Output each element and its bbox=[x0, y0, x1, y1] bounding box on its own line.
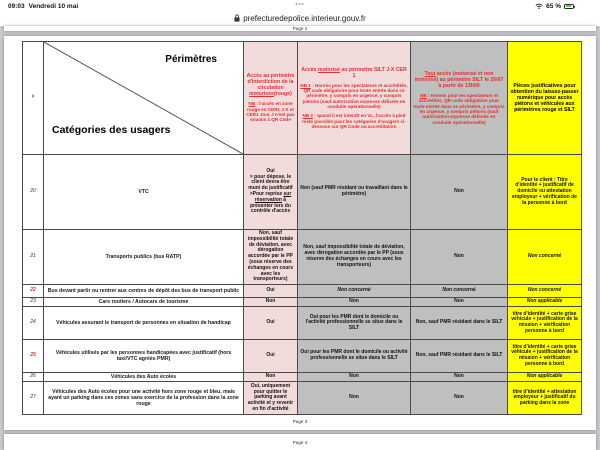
more-indicator-icon[interactable]: ••• bbox=[295, 2, 305, 8]
data-cell-col3: Non bbox=[411, 155, 508, 230]
data-cell-col3: Non concerné bbox=[411, 285, 508, 298]
data-cell-col3: Non, sauf PMR résidant dans le SILT bbox=[411, 307, 508, 340]
category-cell: Véhicules utilisés par les personnes handicapées avec justificatif (hors taxi/VTC agréés PMR) bbox=[44, 340, 244, 373]
data-cell-col1: Non bbox=[244, 298, 298, 307]
text-segment: circulation bbox=[257, 85, 284, 92]
data-cell-col2: Non bbox=[298, 382, 411, 415]
row-number-cell: 20 bbox=[23, 155, 44, 230]
header-paragraph bbox=[510, 83, 579, 113]
table-row bbox=[23, 340, 582, 373]
data-cell-col1: Oui bbox=[244, 340, 298, 373]
url-text: prefecturedepolice.interieur.gouv.fr bbox=[243, 13, 366, 23]
table-row bbox=[23, 298, 582, 307]
header-paragraph bbox=[300, 67, 408, 79]
row-number-cell: 27 bbox=[23, 382, 44, 415]
clock-date: Vendredi 10 mai bbox=[28, 2, 79, 10]
battery-icon bbox=[564, 4, 574, 9]
text-segment: motorisée bbox=[249, 91, 274, 98]
diagonal-corner-cell bbox=[44, 42, 244, 155]
data-cell-col4: titre d'identité + carte grise véhicule + justification de la mission + vérification personne à bord bbox=[508, 340, 582, 373]
text-segment: > pour dépose, le client devra être muni du justificatif bbox=[248, 173, 293, 192]
header-paragraph bbox=[413, 93, 505, 125]
data-cell-col4: Non concerné bbox=[508, 230, 582, 285]
data-cell-col1: Oui bbox=[244, 307, 298, 340]
battery-percent: 65 % bbox=[546, 2, 561, 10]
category-cell: Bus devant partir ou rentrer aux centres de dépôt des bus de transport public bbox=[44, 285, 244, 298]
pdf-page-3 bbox=[4, 36, 596, 430]
text-segment: Pièces justificatives pour obtention du laissez-passer numérique pour accès piétons et véhicules aux périmètres rouge et SILT bbox=[510, 82, 579, 114]
data-cell-col4: Non applicable bbox=[508, 298, 582, 307]
category-cell: Véhicules des Auto écoles pour une activité hors zone rouge et bleu, mais ayant un parking dans ces zones sans exercice de la profession dans la zone rouge bbox=[44, 382, 244, 415]
page-2-footer: Page 2 bbox=[292, 26, 308, 31]
data-cell-col1: Non bbox=[244, 373, 298, 382]
header-paragraph bbox=[246, 73, 295, 97]
page-4-label: Page 4 bbox=[292, 440, 308, 445]
column-header-acces-zone-rouge bbox=[244, 42, 298, 155]
text-segment: : l'accès en zone rouge en CER1 J-X et CER1 Jour J n'est pas soumis à QR Code bbox=[246, 101, 295, 123]
data-cell-col3: Non, sauf PMR résidant dans le SILT bbox=[411, 340, 508, 373]
data-cell-col2: Non concerné bbox=[298, 285, 411, 298]
data-cell-col4: Non concerné bbox=[508, 285, 582, 298]
header-paragraph bbox=[300, 83, 408, 110]
text-segment: NB 2 bbox=[302, 113, 313, 119]
data-cell-col2: Oui pour les PMR dont le domicile ou l'activité professionnelle se situe dans le SILT bbox=[298, 307, 411, 340]
pdf-scroll-area[interactable] bbox=[0, 26, 600, 450]
text-segment: : quand il est interdit en VL, l'accès à pied reste possible pour les catégories d'usagers ci-dessous sur QR Code ou accréditation bbox=[302, 113, 406, 130]
data-cell-col2: Non bbox=[298, 298, 411, 307]
corner-top-label: Périmètres bbox=[165, 54, 217, 65]
header-paragraph bbox=[413, 71, 505, 89]
data-cell-col4: titre d'identité + attestation employeur + justificatif du parking dans la zone bbox=[508, 382, 582, 415]
data-cell-col1: Non, sauf impossibilité totale de déviation, avec dérogation accordée par le PP (sous réserve des échanges en cours avec les transporteurs) bbox=[244, 230, 298, 285]
column-header-acces-motorise-silt bbox=[298, 42, 411, 155]
pdf-page-2-sliver bbox=[4, 26, 596, 31]
text-segment: Accès au périmètre bbox=[246, 73, 295, 80]
data-cell-col4: Non applicable bbox=[508, 373, 582, 382]
header-paragraph bbox=[246, 101, 295, 122]
data-cell-col2: Non bbox=[298, 373, 411, 382]
text-segment: : Hormis pour les spectateurs et accrédités, QR code obligatoire pour toute entrée dans ce périmètre, y compris en urgence, y compris piétons (sauf autorisation expresse délivrée en conduite opérationnelle) bbox=[413, 93, 505, 125]
category-cell: Transports publics (bus RATP) bbox=[44, 230, 244, 285]
data-cell-col4: titre d'identité + carte grise véhicule + justification de la mission + vérification personne à bord bbox=[508, 307, 582, 340]
battery-fill bbox=[566, 5, 571, 7]
text-segment: sur réservation bbox=[254, 191, 292, 203]
text-segment: Tout bbox=[424, 70, 436, 77]
address-bar[interactable] bbox=[0, 10, 600, 26]
category-cell: Véhicules assurant le transport de personnes en situation de handicap bbox=[44, 307, 244, 340]
table-row bbox=[23, 230, 582, 285]
row-number-cell: 25 bbox=[23, 340, 44, 373]
row-number-cell: 21 bbox=[23, 230, 44, 285]
corner-bottom-label: Catégories des usagers bbox=[52, 123, 171, 136]
data-cell-col2: Non (sauf PMR résidant ou travaillant dans le périmètre) bbox=[298, 155, 411, 230]
data-cell-col3: Non bbox=[411, 382, 508, 415]
column-header-pieces-justificatives bbox=[508, 42, 582, 155]
header-row bbox=[23, 42, 582, 155]
data-cell-col1: Oui, uniquement pour quitter le parking avant activité et y revenir en fin d'activité bbox=[244, 382, 298, 415]
text-segment: (rouge) bbox=[273, 91, 292, 98]
text-segment: >Pour reprise bbox=[249, 191, 284, 197]
table-row bbox=[23, 155, 582, 230]
table-row bbox=[23, 307, 582, 340]
column-header-tout-acces-silt bbox=[411, 42, 508, 155]
data-cell-col3: Non bbox=[411, 373, 508, 382]
row-number-cell: 23 bbox=[23, 298, 44, 307]
text-segment: d'interdiction de la bbox=[247, 79, 294, 86]
data-cell-col4: Pour le client : Titre d'identité + justificatif de domicile ou attestation employeur + vérification de la personne à bord bbox=[508, 155, 582, 230]
lock-icon bbox=[234, 14, 240, 22]
category-cell: VTC bbox=[44, 155, 244, 230]
row-number-cell: 26 bbox=[23, 373, 44, 382]
hash-header-cell: # bbox=[23, 42, 44, 155]
data-cell-col2: Non, sauf impossibilité totale de déviation, avec dérogation accordée par le PP (sous réserve des échanges en cours avec les transporteurs) bbox=[298, 230, 411, 285]
page-3-footer: Page 3 bbox=[292, 419, 308, 424]
row-number-cell: 24 bbox=[23, 307, 44, 340]
text-segment: accès (motorisé et non motorisé) au périmètre SILT le 26/07 à partir de 13h00 bbox=[414, 70, 504, 90]
text-segment: au périmètre SILT J-X CER 1 bbox=[339, 66, 407, 79]
text-segment: NB bbox=[419, 93, 427, 99]
status-left bbox=[8, 3, 78, 10]
text-segment: Accès bbox=[301, 66, 319, 73]
clock-time: 09:03 bbox=[8, 2, 25, 10]
data-cell-col3: Non bbox=[411, 298, 508, 307]
top-chrome bbox=[0, 0, 600, 26]
text-segment: NB 1 bbox=[300, 82, 311, 88]
data-cell-col3: Non bbox=[411, 230, 508, 285]
data-cell-col1: Oui bbox=[244, 285, 298, 298]
table-row bbox=[23, 285, 582, 298]
data-cell-col1 bbox=[244, 155, 298, 230]
perimeter-table bbox=[22, 41, 582, 415]
category-cell: Véhicules des Auto écoles bbox=[44, 373, 244, 382]
text-segment: NB bbox=[248, 101, 256, 107]
text-segment: : Hormis pour les spectateurs et accrédités, QR code obligatoire pour toute entrée dans ce périmètre, y compris en urgence, y compris piétons (sauf autorisation expresse délivrée en conduite opérationnelle) bbox=[302, 82, 408, 110]
data-cell-col2: Oui pour les PMR dont le domicile ou activité professionnelle se situe dans le SILT bbox=[298, 340, 411, 373]
pdf-page-4 bbox=[4, 434, 596, 450]
status-right bbox=[535, 3, 574, 10]
row-number-cell: 22 bbox=[23, 285, 44, 298]
table-row bbox=[23, 373, 582, 382]
text-segment: à présenter lors du contrôle d'accès bbox=[250, 196, 291, 215]
category-cell: Cars routiers / Autocars de tourisme bbox=[44, 298, 244, 307]
wifi-icon bbox=[535, 3, 543, 9]
table-row bbox=[23, 382, 582, 415]
text-segment: motorisé bbox=[318, 66, 340, 73]
text-segment: Oui bbox=[266, 167, 275, 174]
header-paragraph bbox=[300, 113, 408, 129]
